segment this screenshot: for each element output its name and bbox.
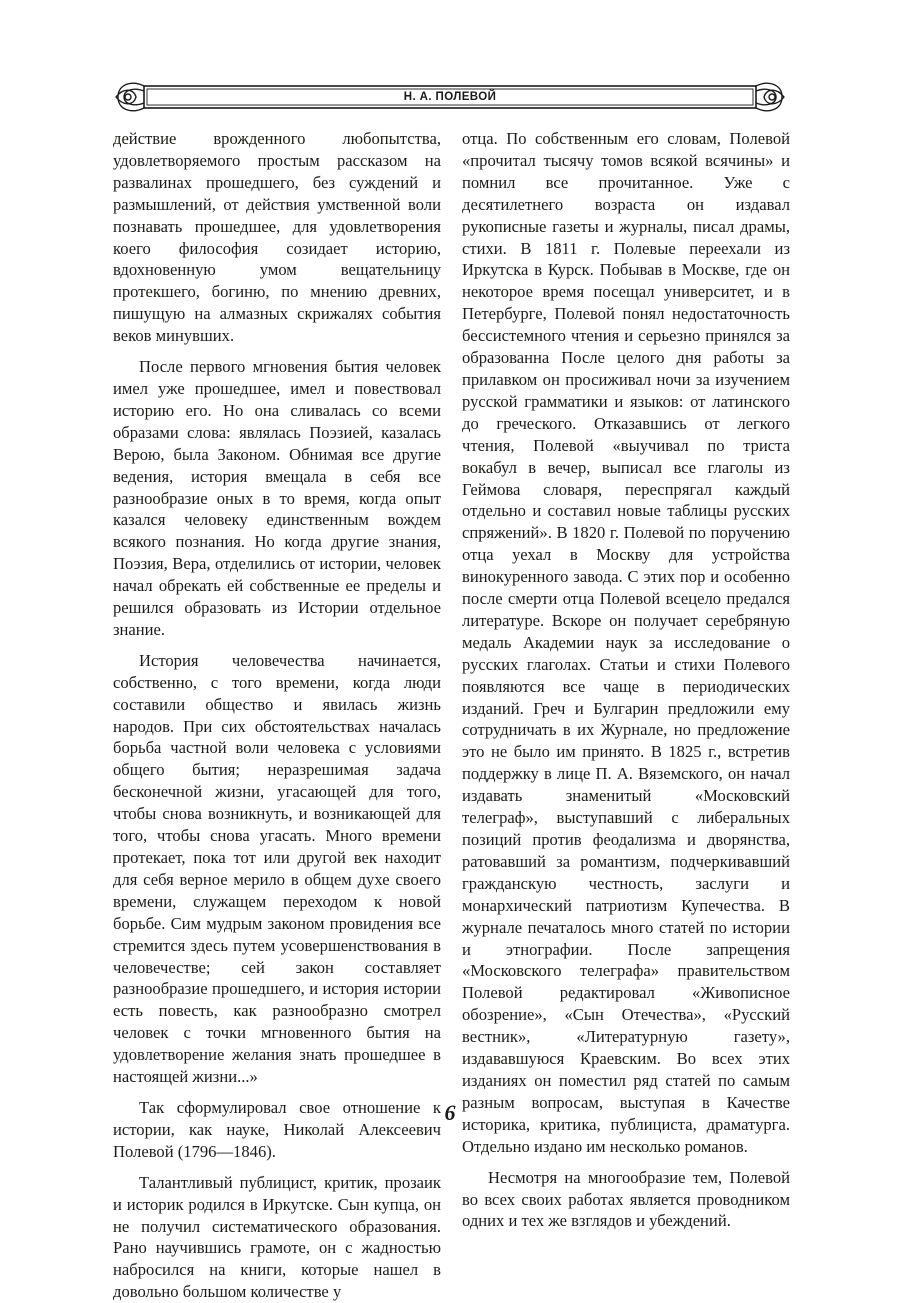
page-number: 6 (444, 1100, 456, 1125)
paragraph: Так сформулировал свое отношение к истории, как науке, Николай Алексеевич Полевой (1796—1846). (113, 1097, 441, 1161)
right-text-column (462, 128, 790, 1232)
paragraph: История человечества начинается, собственно, с того времени, когда люди составили общество и явилась жизнь народов. При сих обстоятельствах началась борьба частной воли человека с условиями общего бытия; неразрешимая задача бесконечной жизни, угасающей для того, чтобы снова возникнуть, и возникающей для того, чтобы снова угасать. Много времени протекает, пока тот или другой век находит для себя верное мерило в общем духе своего времени, служащем переходом к новой борьбе. Сим мудрым законом провидения все стремится здесь путем усовершенствования в человечестве; сей закон составляет разнообразие прошедшего, и история истории есть повесть, как разнообразно смотрел человек с точки мгновенного бытия на удовлетворение желания знать прошедшее в настоящей жизни...» (113, 650, 441, 1087)
paragraph: После первого мгновения бытия человек имел уже прошедшее, имел и повествовал историю его. Но она сливалась со всеми образами слова: являлась Поэзией, казалась Верою, была Законом. Обнимая все другие ведения, история вмещала в себя все разнообразие оных в то время, когда опыт казался человеку единственным вождем всякого познания. Но когда другие знания, Поэзия, Вера, отделились от истории, человек начал обрекать ей собственные ее пределы и решился образовать из Истории отдельное знание. (113, 357, 441, 639)
running-header (112, 78, 788, 116)
paragraph: Талантливый публицист, критик, прозаик и историк родился в Иркутске. Сын купца, он не получил систематического образования. Рано научившись грамоте, он с жадностью набросился на книги, которые нашел в довольно большом количестве у (113, 1172, 441, 1302)
header-title: Н. А. ПОЛЕВОЙ (403, 91, 497, 103)
left-text-column (113, 128, 441, 1303)
paragraph: Несмотря на многообразие тем, Полевой во всех своих работах является проводником одних и тех же взглядов и убеждений. (462, 1167, 790, 1231)
paragraph: действие врожденного любопытства, удовлетворяемого простым рассказом на развалинах прошедшего, без суждений и размышлений, от действия умственной воли познавать прошедшее, для удовлетворения коего философия созидает историю, вдохновенную умом вещательницу протекшего, богиню, по мнению древних, пишущую на алмазных скрижалях события веков минувших. (113, 129, 441, 346)
paragraph: отца. По собственным его словам, Полевой «прочитал тысячу томов всякой всячины» и помнил все прочитанное. Уже с десятилетнего возраста он издавал рукописные газеты и журналы, писал драмы, стихи. В 1811 г. Полевые переехали из Иркутска в Курск. Побывав в Москве, где он некоторое время посещал университет, и в Петербурге, Полевой понял недостаточность бессистемного чтения и серьезно принялся за образованна После целого дня работы за прилавком он просиживал ночи за изучением русской грамматики и языков: от латинского до греческого. Отказавшись от легкого чтения, Полевой «выучивал по триста вокабул в вечер, выписал все глаголы из Геймова словаря, переспрягал каждый отдельно и составил новые таблицы русских спряжений». В 1820 г. Полевой по поручению отца уехал в Москву для устройства винокуренного завода. С этих пор и особенно после смерти отца Полевой всецело предался литературе. Вскоре он получает серебряную медаль Академии наук за исследование о русских глаголах. Статьи и стихи Полевого появляются все чаще в периодических изданий. Греч и Булгарин предложили ему сотрудничать в их Журнале, но предложение это не было им принято. В 1825 г., встретив поддержку в лице П. А. Вяземского, он начал издавать знаменитый «Московский телеграф», выступавший с либеральных позиций против феодализма и дворянства, ратовавший за романтизм, подчеркивавший гражданскую честность, заслуги и монархический патриотизм Купечества. В журнале печаталось много статей по истории и этнографии. После запрещения «Московского телеграфа» правительством Полевой редактировал «Живописное обозрение», «Сын Отечества», «Русский вестник», «Литературную газету», издававшуюся Краевским. Во всех этих изданиях он поместил ряд статей по самым разным вопросам, выступая в Качестве историка, критика, публициста, драматурга. Отдельно издано им несколько романов. (462, 129, 790, 1156)
